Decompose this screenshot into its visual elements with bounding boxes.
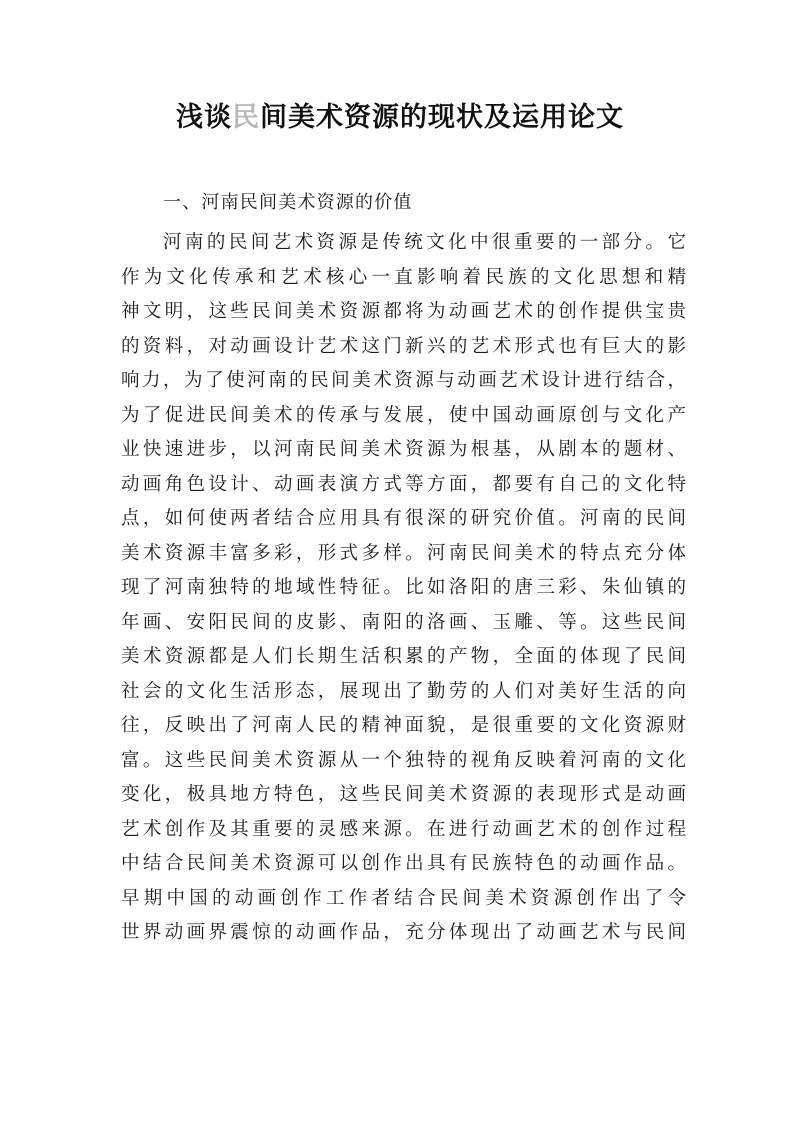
paragraph-line: 美术资源都是人们长期生活积累的产物，全面的体现了民间	[121, 646, 686, 667]
paragraph-line: 往，反映出了河南人民的精神面貌，是很重要的文化资源财	[121, 715, 686, 736]
paragraph-line: 变化，极具地方特色，这些民间美术资源的表现形式是动画	[121, 784, 686, 805]
paragraph-line: 美术资源丰富多彩，形式多样。河南民间美术的特点充分体	[121, 542, 686, 564]
section-heading: 一、河南民间美术资源的价值	[163, 192, 413, 213]
page-title	[0, 98, 800, 138]
paragraph-line: 社会的文化生活形态，展现出了勤劳的人们对美好生活的向	[121, 680, 686, 702]
paragraph-line: 中结合民间美术资源可以创作出具有民族特色的动画作品。	[121, 853, 686, 874]
paragraph-line: 艺术创作及其重要的灵感来源。在进行动画艺术的创作过程	[121, 818, 686, 840]
paragraph-line: 的资料，对动画设计艺术这门新兴的艺术形式也有巨大的影	[121, 335, 686, 357]
paragraph-line: 动画角色设计、动画表演方式等方面，都要有自己的文化特	[121, 473, 686, 495]
paragraph-line: 业快速进步，以河南民间美术资源为根基，从剧本的题材、	[121, 439, 686, 460]
paragraph-line: 点，如何使两者结合应用具有很深的研究价值。河南的民间	[121, 508, 686, 529]
paragraph-line: 神文明，这些民间美术资源都将为动画艺术的创作提供宝贵	[121, 301, 686, 322]
body-paragraph	[121, 226, 686, 951]
paragraph-line: 作为文化传承和艺术核心一直影响着民族的文化思想和精	[121, 266, 686, 288]
paragraph-line: 世界动画界震惊的动画作品，充分体现出了动画艺术与民间	[121, 922, 686, 943]
paragraph-line: 现了河南独特的地域性特征。比如洛阳的唐三彩、朱仙镇的	[121, 577, 686, 598]
paragraph-line: 河南的民间艺术资源是传统文化中很重要的一部分。它	[163, 232, 686, 253]
title-highlight: 民	[232, 102, 260, 133]
paragraph-line: 响力，为了使河南的民间美术资源与动画艺术设计进行结合，	[121, 370, 686, 391]
paragraph-line: 为了促进民间美术的传承与发展，使中国动画原创与文化产	[121, 404, 686, 426]
paragraph-line: 富。这些民间美术资源从一个独特的视角反映着河南的文化	[121, 749, 686, 771]
paragraph-line: 年画、安阳民间的皮影、南阳的洛画、玉雕、等。这些民间	[121, 611, 686, 633]
title-prefix: 浅谈	[176, 102, 232, 133]
paragraph-line: 早期中国的动画创作工作者结合民间美术资源创作出了令	[121, 887, 686, 909]
title-suffix: 间美术资源的现状及运用论文	[260, 102, 624, 133]
